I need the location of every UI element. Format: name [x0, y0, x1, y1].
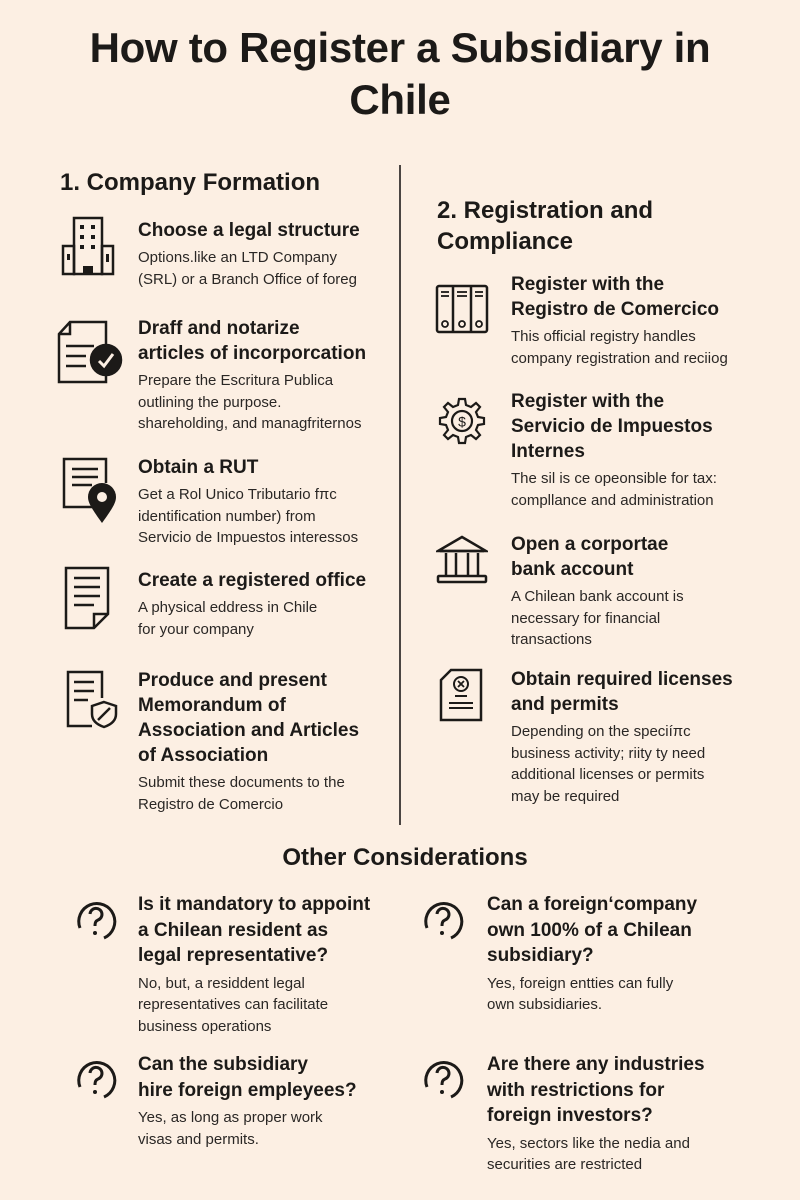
faq-answer: No, but, a residdent legal representatives can facilitate business operations: [138, 974, 329, 1035]
question-icon: [74, 1057, 118, 1103]
step-choose-legal-structure: [138, 218, 408, 290]
section-heading-registration: 2. Registration and Compliance: [437, 197, 654, 255]
faq-question: Is it mandatory to appoint a Chilean resident as legal representative?: [138, 894, 371, 966]
step-title: Obtain a RUT: [138, 457, 259, 478]
faq-question: Can the subsidiary hire foreign empleyees?: [138, 1054, 357, 1101]
step-registered-office: [138, 568, 398, 640]
faq-answer: Yes, as long as proper work visas and permits.: [138, 1109, 323, 1148]
document-icon: [64, 566, 118, 626]
section-heading-company-formation: 1. Company Formation: [60, 169, 321, 196]
faq-answer: Yes, sectors like the nedia and securities are restricted: [487, 1134, 690, 1173]
faq-answer: Yes, foreign entties can fully own subsidiaries.: [487, 974, 674, 1013]
step-description: Submit these documents to the Registro de Comercio: [138, 774, 345, 813]
step-title: Register with the Registro de Comercico: [511, 274, 719, 320]
step-title: Draff and notarize articles of incorporcation: [138, 318, 367, 364]
step-description: A Chilean bank account is necessary for financial transactions: [511, 588, 684, 648]
step-bank-account: [511, 532, 781, 651]
faq-item-legal-representative: [138, 892, 398, 1037]
step-title: Open a corportae bank account: [511, 534, 669, 580]
license-icon: [439, 668, 493, 728]
step-description: Prepare the Escritura Publica outlining the purpose. shareholding, and managfriternos: [138, 372, 362, 432]
faq-item-foreign-employees: [138, 1052, 398, 1150]
question-icon: [421, 1057, 465, 1103]
document-check-icon: [56, 320, 110, 380]
building-icon: [60, 216, 114, 276]
step-draft-articles: [138, 316, 398, 435]
faq-question: Can a foreign‘company own 100% of a Chilean subsidiary?: [487, 894, 698, 966]
svg-text:$: $: [458, 413, 466, 430]
step-title: Choose a legal structure: [138, 220, 360, 241]
question-icon: [74, 898, 118, 944]
page-title: How to Register a Subsidiary in Chile: [89, 24, 711, 123]
step-description: Depending on the speciíπc business activity; riity ty need additional licenses or permits may be required: [511, 723, 706, 805]
section-heading-other-considerations: Other Considerations: [282, 844, 528, 871]
document-shield-icon: [66, 670, 120, 730]
step-obtain-rut: [138, 455, 398, 549]
step-title: Produce and present Memorandum of Association and Articles of Association: [138, 670, 360, 766]
step-memorandum: [138, 668, 398, 815]
binders-icon: [435, 284, 489, 344]
bank-icon: [436, 535, 490, 595]
step-title: Obtain required licenses and permits: [511, 669, 733, 715]
faq-item-industry-restrictions: [487, 1052, 767, 1176]
step-licenses-permits: [511, 667, 791, 807]
step-registro-comercio: [511, 272, 781, 369]
step-title: Register with the Servicio de Impuestos Internes: [511, 391, 713, 462]
step-description: A physical eddress in Chile for your company: [138, 599, 318, 638]
step-description: Get a Rol Unico Tributario fπc identification number) from Servicio de Impuestos interessos: [138, 486, 359, 546]
document-location-icon: [62, 457, 116, 517]
step-description: The sil is ce opeonsible for tax: compllance and administration: [511, 470, 717, 509]
step-servicio-impuestos: [511, 389, 781, 511]
faq-item-foreign-ownership: [487, 892, 767, 1016]
gear-dollar-icon: [437, 396, 491, 456]
step-description: This official registry handles company registration and reciiog: [511, 328, 728, 367]
step-description: Options.like an LTD Company (SRL) or a Branch Office of foreg: [138, 249, 357, 288]
question-icon: [421, 898, 465, 944]
faq-question: Are there any industries with restrictions for foreign investors?: [487, 1054, 705, 1126]
step-title: Create a registered office: [138, 570, 367, 591]
